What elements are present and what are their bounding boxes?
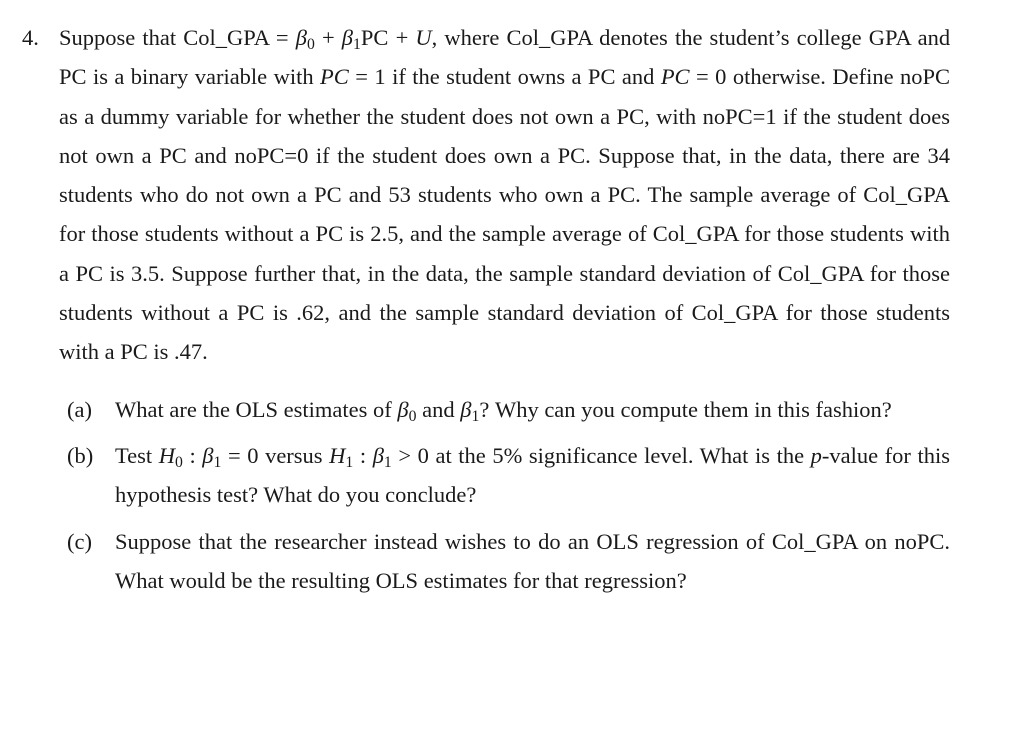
sub-questions [59,390,950,600]
statement-part-3: otherwise. Define noPC as a dummy variable for whether the student does not own a PC, with noPC=1 if the student does not own a PC and noPC=0 if the student does own a PC. Suppose that, in the data, there are 34 students who do not own a PC and 53 students who own a PC. The sample average of Col_GPA for those students without a PC is 2.5, and the sample average of Col_GPA for those students with a PC is 3.5. Suppose further that, in the data, the sample standard deviation of Col_GPA for those students without a PC is .62, and the sample standard deviation of Col_GPA for those students with a PC is .47. [59,64,951,365]
model-lhs: Col_GPA [183,25,269,50]
null-hypothesis: $H_0$ : $\beta_1 = 0$ [158,442,259,471]
equals-sign: = [275,25,289,50]
part-b-text-1: Test [115,442,153,468]
statement-part-1: , where Col_GPA denotes the student’s college GPA and PC is a binary variable with [59,25,951,90]
plus-sign: + [321,25,335,50]
error-term: U [415,25,432,50]
part-a-text-2: ? Why can you compute them in this fashion? [479,396,892,422]
pc-var-eq1: PC [320,64,349,90]
part-a-beta0: $\beta_0$ [397,396,417,425]
part-c [59,522,950,601]
part-b-label: (b) [67,442,94,468]
plus-sign-2: + [395,25,409,50]
part-c-label: (c) [67,528,92,554]
problem-number: 4. [22,25,39,50]
part-a-label: (a) [67,396,92,422]
part-a-text-1: What are the OLS estimates of [115,396,392,422]
intro-text: Suppose that [59,25,177,50]
part-a [59,390,950,429]
problem-4 [22,18,950,607]
alt-hypothesis: $H_1$ : $\beta_1 > 0$ [329,442,429,471]
part-b-text-2: at the 5% significance level. What is the [435,442,805,468]
beta0-symbol: $\beta_0$ [295,25,315,53]
pc-var-eq0: PC [660,64,690,90]
problem-statement [59,18,950,372]
pc-eq1-value: = 1 [355,64,386,90]
beta1-symbol: $\beta_1$ [341,25,361,53]
statement-part-2: if the student owns a PC and [392,64,655,90]
part-b-text-3: -value for this hypothesis test? What do you conclude? [115,442,951,508]
pc-regressor: PC [360,25,389,50]
part-c-text: Suppose that the researcher instead wishes to do an OLS regression of Col_GPA on noPC. What would be the resulting OLS estimates for that regression? [115,528,950,593]
pc-eq0-value: = 0 [696,64,727,90]
part-a-beta1: $\beta_1$ [460,396,480,425]
part-a-and: and [422,396,455,422]
part-b-versus: versus [265,442,323,468]
part-b [59,436,950,515]
p-symbol: p [810,442,822,468]
